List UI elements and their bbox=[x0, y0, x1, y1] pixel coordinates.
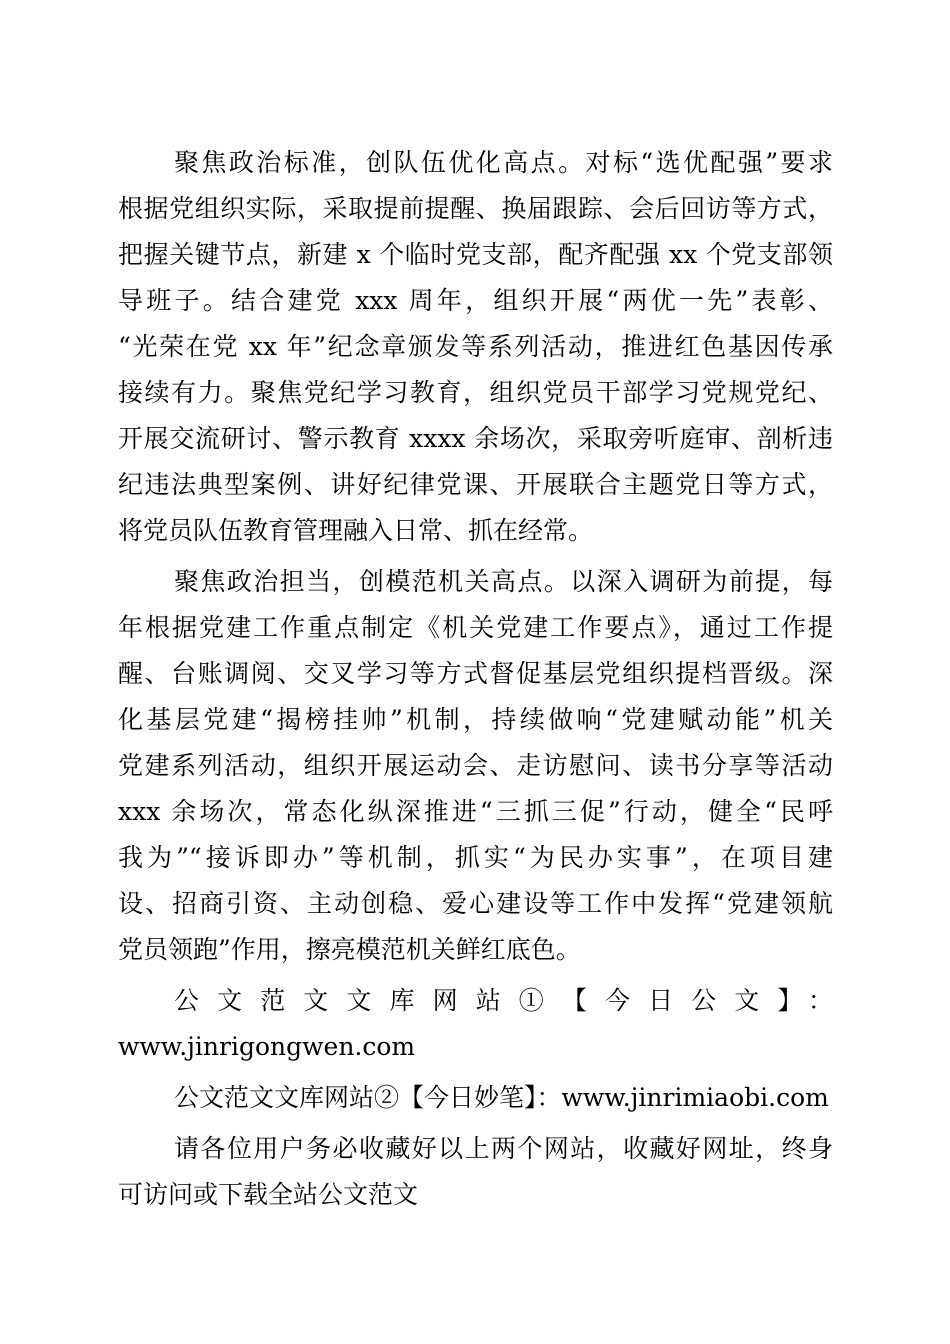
paragraph-line: 化基层党建“揭榜挂帅”机制，持续做响“党建赋动能”机关 bbox=[118, 705, 833, 734]
paragraph-line: 接续有力。聚焦党纪学习教育，组织党员干部学习党规党纪、 bbox=[118, 378, 833, 407]
paragraph-team-building bbox=[118, 140, 833, 554]
footer-site-2 bbox=[118, 1075, 833, 1121]
site-1-url[interactable]: www.jinrigongwen.com bbox=[118, 1032, 416, 1061]
paragraph-line: 聚焦政治担当，创模范机关高点。以深入调研为前提，每 bbox=[174, 567, 833, 596]
site-1-label: 公文范文文库网站①【今日公文】： bbox=[174, 986, 833, 1015]
paragraph-line: 将党员队伍教育管理融入日常、抓在经常。 bbox=[118, 516, 594, 545]
footer-notice bbox=[118, 1126, 833, 1218]
paragraph-line: xxx 余场次，常态化纵深推进“三抓三促”行动，健全“民呼 bbox=[118, 797, 833, 826]
paragraph-line: 设、招商引资、主动创稳、爱心建设等工作中发挥“党建领航 bbox=[118, 889, 833, 918]
paragraph-line: 聚焦政治标准，创队伍优化高点。对标“选优配强”要求 bbox=[174, 148, 833, 177]
notice-line: 可访问或下载全站公文范文 bbox=[118, 1180, 419, 1209]
footer-site-1 bbox=[118, 978, 833, 1070]
document-body bbox=[118, 140, 833, 1218]
paragraph-line: 把握关键节点，新建 x 个临时党支部，配齐配强 xx 个党支部领 bbox=[118, 240, 833, 269]
paragraph-line: 根据党组织实际，采取提前提醒、换届跟踪、会后回访等方式， bbox=[118, 194, 833, 223]
paragraph-line: 纪违法典型案例、讲好纪律党课、开展联合主题党日等方式， bbox=[118, 470, 833, 499]
paragraph-line: 党员领跑”作用，擦亮模范机关鲜红底色。 bbox=[118, 935, 581, 964]
paragraph-line: “光荣在党 xx 年”纪念章颁发等系列活动，推进红色基因传承 bbox=[118, 332, 833, 361]
paragraph-line: 我为”“接诉即办”等机制，抓实“为民办实事”，在项目建 bbox=[118, 843, 833, 872]
notice-line: 请各位用户务必收藏好以上两个网站，收藏好网址，终身 bbox=[174, 1134, 833, 1163]
paragraph-line: 导班子。结合建党 xxx 周年，组织开展“两优一先”表彰、 bbox=[118, 286, 833, 315]
paragraph-model-organ bbox=[118, 559, 833, 973]
paragraph-line: 年根据党建工作重点制定《机关党建工作要点》，通过工作提 bbox=[118, 613, 833, 642]
paragraph-line: 开展交流研讨、警示教育 xxxx 余场次，采取旁听庭审、剖析违 bbox=[118, 424, 833, 453]
paragraph-line: 党建系列活动，组织开展运动会、走访慰问、读书分享等活动 bbox=[118, 751, 833, 780]
site-2-line[interactable]: 公文范文文库网站②【今日妙笔】：www.jinrimiaobi.com bbox=[174, 1083, 829, 1112]
paragraph-line: 醒、台账调阅、交叉学习等方式督促基层党组织提档晋级。深 bbox=[118, 659, 833, 688]
